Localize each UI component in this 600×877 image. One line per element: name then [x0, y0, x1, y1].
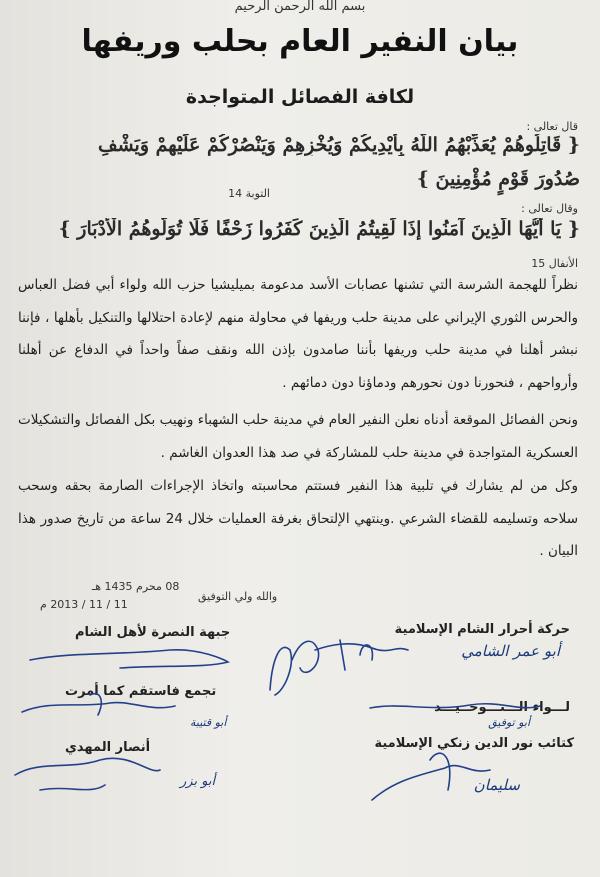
- basmala: بسم الله الرحمن الرحيم: [234, 0, 366, 14]
- verse-1-intro: قال تعالى :: [526, 120, 578, 133]
- hijri-date: 08 محرم 1435 هـ: [92, 580, 180, 593]
- signature-right-2: [370, 704, 540, 708]
- signer-suleiman: سليمان: [473, 776, 520, 794]
- signature-left-1: [30, 650, 228, 668]
- signatory-liwa-al-tawhid: لـــواء الـــتـــوحــيـــد: [434, 700, 570, 715]
- signature-right-3: [372, 753, 490, 800]
- body-paragraph-3: وكل من لم يشارك في تلبية هذا النفير فستتم محاسبته واتخاذ الإجراءات الصارمة بحقه وسحب سلاحه وتسليمه للقضاء الشرعي .وينتهي الإلتحاق بغرفة العمليات خلال 24 ساعة من تاريخ صدور هذا البيان .: [18, 478, 579, 559]
- verse-1-line-2: صُدُورَ قَوْمٍ مُؤْمِنِينَ }: [416, 168, 580, 190]
- signature-left-2: [22, 694, 175, 715]
- signatory-nour-al-din-zenki: كتائب نور الدين زنكي الإسلامية: [374, 736, 574, 751]
- verse-1-line-1: { قَاتِلُوهُمْ يُعَذِّبْهُمُ اللَّهُ بِأَيْدِيكُمْ وَيُخْزِهِمْ وَيَنْصُرْكُمْ عَلَيْهِمْ وَيَشْفِ: [97, 134, 580, 156]
- signer-abu-tawfiq: أبو توفيق: [488, 716, 530, 729]
- body-paragraph-2: ونحن الفصائل الموقعة أدناه نعلن النفير العام في مدينة حلب الشهباء ونهيب بكل الفصائل والتشكيلات العسكرية المتواجدة في مدينة حلب للمشاركة في صد هذا العدوان الغاشم .: [18, 412, 578, 461]
- signature-central: [270, 640, 408, 695]
- document-subtitle: لكافة الفصائل المتواجدة: [185, 86, 415, 108]
- document-title: بيان النفير العام بحلب وريفها: [81, 24, 519, 59]
- verse-2-line-1: { يَا أَيُّهَا الَّذِينَ آمَنُوا إِذَا لَقِيتُمُ الَّذِينَ كَفَرُوا زَحْفًا فَلَا تُوَلُّوهُمُ الْأَدْبَارَ }: [58, 218, 580, 240]
- gregorian-date: 11 / 11 / 2013 م: [40, 598, 128, 611]
- verse-2-reference: الأنفال 15: [531, 257, 578, 270]
- body-paragraph-1: نظراً للهجمة الشرسة التي تشنها عصابات الأسد مدعومة بميليشيا حزب الله ولواء أبي فضل العباس والحرس الثوري الإيراني على مدينة حلب وريفها في محاولة منهم لإعادة احتلالها والتنكيل بأهلها ، فإننا نبشر أهلنا في مدينة حلب وريفها بأننا صامدون بإذن الله ونقف صفاً واحداً في الدفاع عن أهلنا وأرواحهم ، فنحورنا دون نحورهم ودماؤنا دون دمائهم .: [18, 277, 578, 391]
- signer-abu-omar: أبو عمر الشامي: [461, 642, 560, 660]
- verse-1-reference: التوبة 14: [228, 187, 270, 200]
- signature-left-3: [15, 758, 160, 790]
- signatory-jabhat-al-nusra: جبهة النصرة لأهل الشام: [75, 625, 231, 640]
- closing-farewell: والله ولي التوفيق: [198, 590, 278, 603]
- signatory-ansar-al-mahdi: أنصار المهدي: [65, 740, 151, 755]
- signer-abu-bazr: أبو بزر: [180, 774, 216, 789]
- verse-2-intro: وقال تعالى :: [521, 202, 578, 215]
- signer-abu-qutaybah: أبو قتيبة: [190, 716, 227, 729]
- signatory-ahrar-al-sham: حركة أحرار الشام الإسلامية: [394, 622, 570, 637]
- signatory-fastaqim: تجمع فاستقم كما أمرت: [65, 684, 217, 699]
